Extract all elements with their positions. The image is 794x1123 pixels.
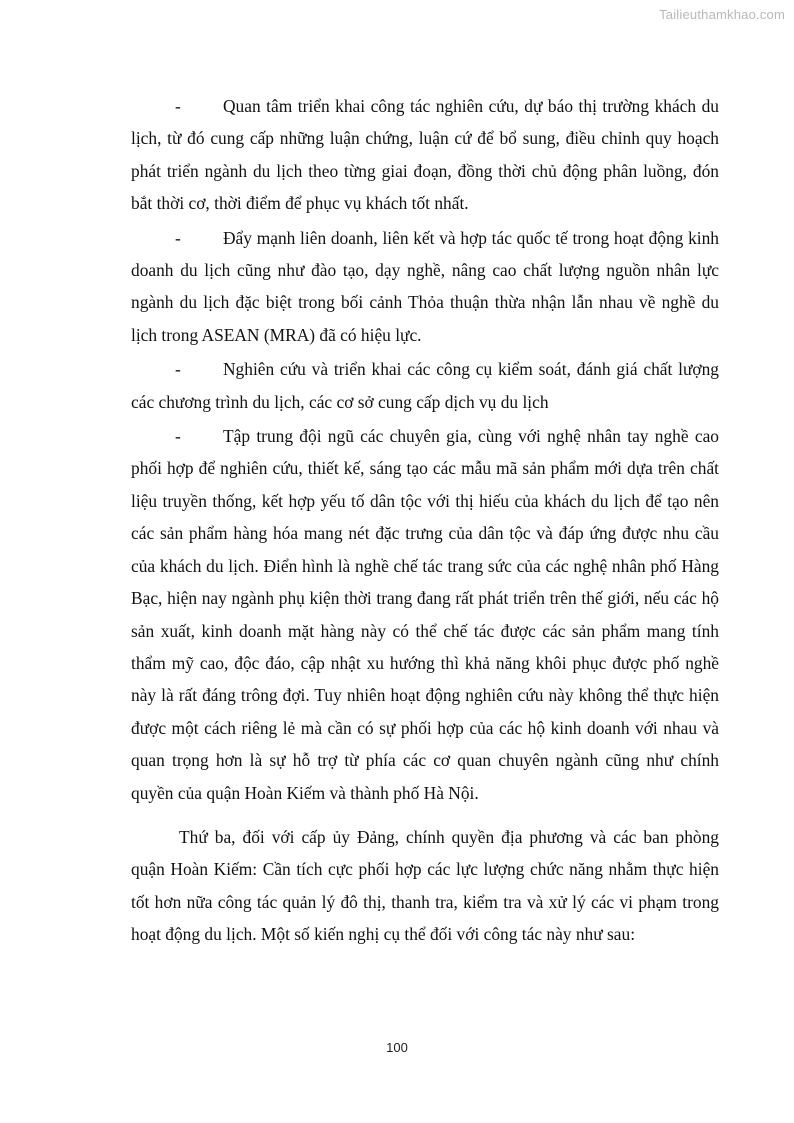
bullet-item [131,420,719,809]
bullet-item [131,353,719,418]
document-body [131,90,719,951]
bullet-item [131,90,719,220]
watermark: Tailieuthamkhao.com [659,7,785,22]
bullet-text: Đẩy mạnh liên doanh, liên kết và hợp tác quốc tế trong hoạt động kinh doanh du lịch cũng như đào tạo, dạy nghề, nâng cao chất lượng nguồn nhân lực ngành du lịch đặc biệt trong bối cảnh Thỏa thuận thừa nhận lẫn nhau về nghề du lịch trong ASEAN (MRA) đã có hiệu lực. [131,227,719,345]
bullet-marker: - [175,359,181,380]
bullet-marker: - [175,426,181,447]
page-number: 100 [386,1040,408,1055]
bullet-marker: - [175,227,181,248]
bullet-text: Tập trung đội ngũ các chuyên gia, cùng với nghệ nhân tay nghề cao phối hợp để nghiên cứu, thiết kế, sáng tạo các mẫu mã sản phẩm mới dựa trên chất liệu truyền thống, kết hợp yếu tố dân tộc với thị hiếu của khách du lịch để tạo nên các sản phẩm hàng hóa mang nét đặc trưng của dân tộc và đáp ứng được nhu cầu của khách du lịch. Điển hình là nghề chế tác trang sức của các nghệ nhân phố Hàng Bạc, hiện nay ngành phụ kiện thời trang đang rất phát triển trên thế giới, nếu các hộ sản xuất, kinh doanh mặt hàng này có thể chế tác được các sản phẩm mang tính thẩm mỹ cao, độc đáo, cập nhật xu hướng thì khả năng khôi phục được phố nghề này là rất đáng trông đợi. Tuy nhiên hoạt động nghiên cứu này không thể thực hiện được một cách riêng lẻ mà cần có sự phối hợp của các hộ kinh doanh với nhau và quan trọng hơn là sự hỗ trợ từ phía các cơ quan chuyên ngành cũng như chính quyền của quận Hoàn Kiếm và thành phố Hà Nội. [131,426,719,803]
bullet-marker: - [175,96,181,116]
bullet-text: Quan tâm triển khai công tác nghiên cứu, dự báo thị trường khách du lịch, từ đó cung cấp những luận chứng, luận cứ để bổ sung, điều chỉnh quy hoạch phát triển ngành du lịch theo từng giai đoạn, đồng thời chủ động phân luồng, đón bắt thời cơ, thời điểm để phục vụ khách tốt nhất. [131,96,719,214]
bullet-item [131,222,719,352]
closing-paragraph: Thứ ba, đối với cấp ủy Đảng, chính quyền địa phương và các ban phòng quận Hoàn Kiếm: Cần tích cực phối hợp các lực lượng chức năng nhằm thực hiện tốt hơn nữa công tác quản lý đô thị, thanh tra, kiểm tra và xử lý các vi phạm trong hoạt động du lịch. Một số kiến nghị cụ thể đối với công tác này như sau: [131,826,719,945]
bullet-text: Nghiên cứu và triển khai các công cụ kiểm soát, đánh giá chất lượng các chương trình du lịch, các cơ sở cung cấp dịch vụ du lịch [131,359,719,412]
